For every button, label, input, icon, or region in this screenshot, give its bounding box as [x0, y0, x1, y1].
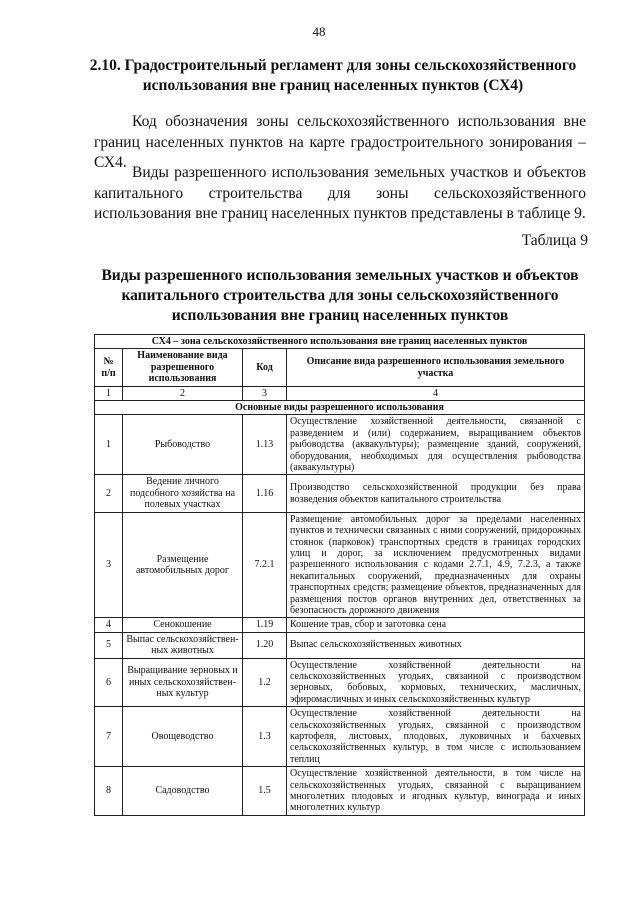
column-number: 1: [95, 386, 123, 400]
table-title: Виды разрешенного использования земельных участков и объектов капитального строительства для зоны сельскохозяйственного использования вне границ населенных пунктов: [101, 267, 579, 324]
row-name: Садоводство: [123, 767, 243, 816]
column-header-code: Код: [243, 349, 287, 386]
row-name: Размещение автомобильных дорог: [123, 512, 243, 618]
row-name: Ведение личного подсобного хозяйства на полевых участках: [123, 475, 243, 512]
row-number: 2: [95, 475, 123, 512]
row-description: Производство сельскохозяйственной продукции без права возведения объектов капитального строительства: [287, 475, 585, 512]
table-row: [95, 512, 585, 618]
row-code: 1.20: [243, 632, 287, 658]
column-number: 4: [287, 386, 585, 400]
row-description: Кошение трав, сбор и заготовка сена: [287, 618, 585, 632]
row-number: 5: [95, 632, 123, 658]
table-row: [95, 632, 585, 658]
column-numbers-row: [95, 386, 585, 400]
row-code: 1.3: [243, 707, 287, 767]
zone-header: СХ4 – зона сельскохозяйственного использования вне границ населенных пунктов: [95, 335, 585, 349]
row-name: Овощеводство: [123, 707, 243, 767]
paragraph-text: Код обозначения зоны сельскохозяйственного использования вне границ населенных пунктов на карте градостроительного зонирования – СХ4.: [94, 113, 586, 171]
row-description: Осуществление хозяйственной деятельности, связанной с разведением и (или) содержанием, выращиванием объектов рыбоводства (аквакультуры); размещение зданий, сооружений, оборудования, необходимых для осуществления рыбоводства (аквакультуры): [287, 415, 585, 475]
table-row: [95, 475, 585, 512]
section-row: [95, 401, 585, 415]
table-row: [95, 415, 585, 475]
column-number: 2: [123, 386, 243, 400]
column-number: 3: [243, 386, 287, 400]
row-description: Размещение автомобильных дорог за пределами населенных пунктов и технически связанных с ними сооружений, придорожных стоянок (парковок) транспортных средств в границах городских улиц и дорог, за исключением предусмотренных видами разрешенного использования с кодами 2.7.1, 4.9, 7.2.3, а также некапитальных сооружений, предназначенных для охраны транспортных средств; размещение объектов, предназначенных для размещения постов органов внутренних дел, ответственных за безопасность дорожного движения: [287, 512, 585, 618]
row-code: 7.2.1: [243, 512, 287, 618]
table-row: [95, 618, 585, 632]
row-description: Осуществление хозяйственной деятельности на сельскохозяйственных угодьях, связанной с производством зерновых, бобовых, кормовых, технических, масличных, эфиромасличных и иных сельскохозяйственных культур: [287, 658, 585, 707]
table-row: [95, 658, 585, 707]
column-header-description: Описание вида разрешенного использования земельного участка: [287, 349, 585, 386]
section-heading: 2.10. Градостроительный регламент для зоны сельскохозяйственного использования вне границ населенных пунктов (СХ4): [89, 57, 577, 94]
page-number: 48: [312, 24, 326, 39]
regulation-table: [94, 334, 585, 816]
row-code: 1.16: [243, 475, 287, 512]
table-row: [95, 707, 585, 767]
row-number: 6: [95, 658, 123, 707]
row-description: Выпас сельскохозяйственных животных: [287, 632, 585, 658]
row-name: Рыбоводство: [123, 415, 243, 475]
row-code: 1.19: [243, 618, 287, 632]
column-header-number: № п/п: [95, 349, 123, 386]
table-label: Таблица 9: [521, 232, 588, 249]
row-name: Выращивание зерновых и иных сельскохозяйствен-ных культур: [123, 658, 243, 707]
row-number: 3: [95, 512, 123, 618]
row-number: 7: [95, 707, 123, 767]
table-row: [95, 767, 585, 816]
row-name: Выпас сельскохозяйствен-ных животных: [123, 632, 243, 658]
row-name: Сенокошение: [123, 618, 243, 632]
row-number: 4: [95, 618, 123, 632]
row-number: 1: [95, 415, 123, 475]
zone-header-row: [95, 335, 585, 349]
paragraph-table-reference: [94, 163, 586, 225]
column-header-name: Наименование вида разрешенного использования: [123, 349, 243, 386]
row-code: 1.13: [243, 415, 287, 475]
paragraph-text: Виды разрешенного использования земельных участков и объектов капитального строительства для зоны сельскохозяйственного использования вне границ населенных пунктов представлены в таблице 9.: [94, 164, 586, 222]
row-code: 1.2: [243, 658, 287, 707]
section-title: Основные виды разрешенного использования: [95, 401, 585, 415]
column-header-row: [95, 349, 585, 386]
row-description: Осуществление хозяйственной деятельности на сельскохозяйственных угодьях, связанной с производством картофеля, листовых, плодовых, луковичных и бахчевых сельскохозяйственных культур, в том числе с использованием теплиц: [287, 707, 585, 767]
row-code: 1.5: [243, 767, 287, 816]
row-number: 8: [95, 767, 123, 816]
row-description: Осуществление хозяйственной деятельности, в том числе на сельскохозяйственных угодьях, связанной с выращиванием многолетних плодовых и ягодных культур, винограда и иных многолетних культур: [287, 767, 585, 816]
